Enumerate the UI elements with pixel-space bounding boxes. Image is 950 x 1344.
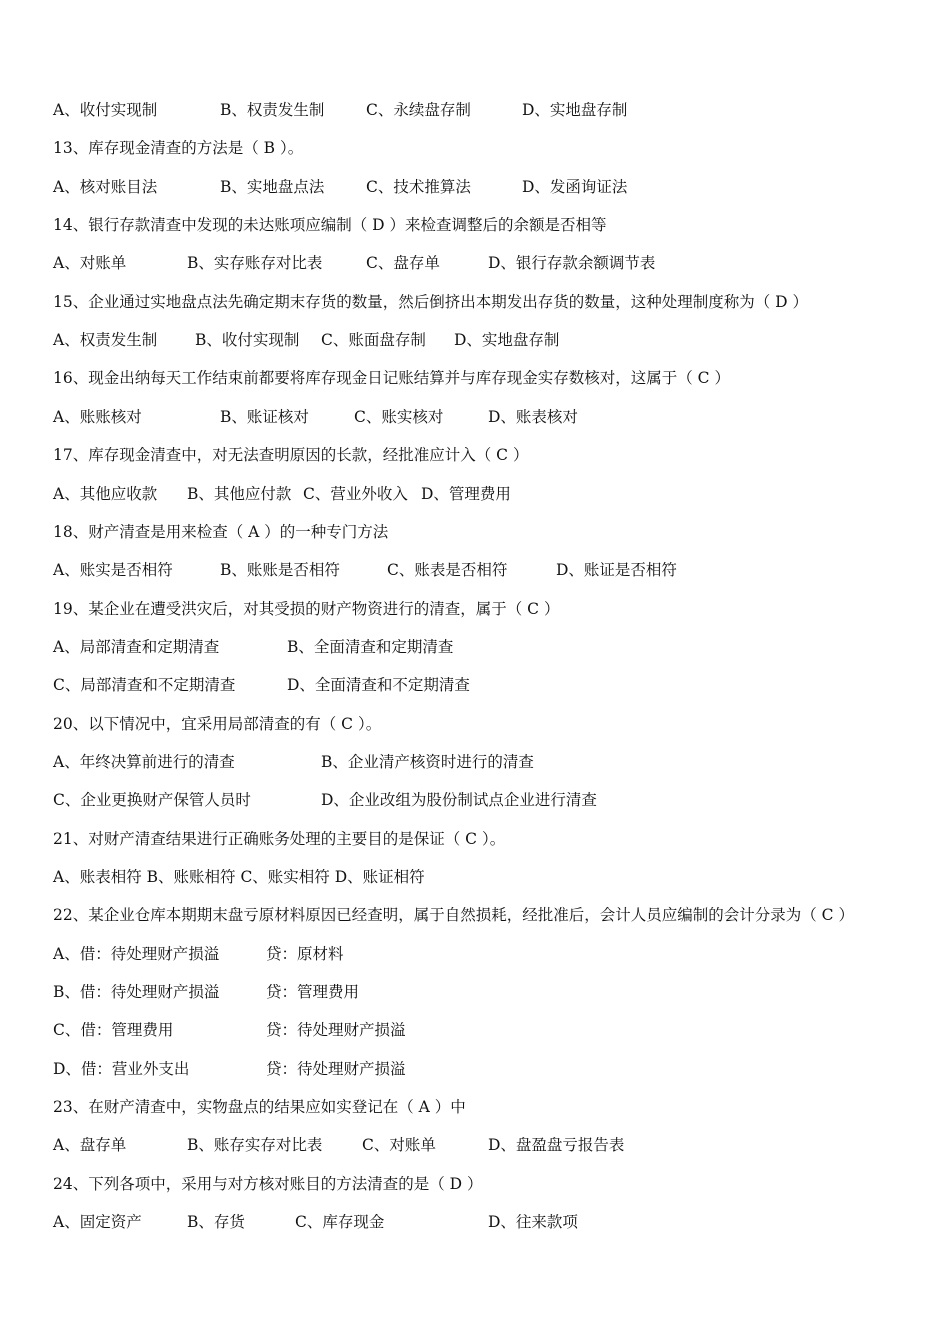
- option-text: A、借：待处理财产损溢: [53, 944, 220, 963]
- option-text: A、账账核对: [53, 407, 142, 426]
- question-text: A、账表相符 B、账账相符 C、账实相符 D、账证相符: [53, 868, 425, 886]
- option-text: C、营业外收入: [303, 484, 408, 503]
- option-text: C、盘存单: [366, 254, 440, 273]
- option-text: C、企业更换财产保管人员时: [53, 791, 251, 810]
- option-text: C、账面盘存制: [321, 331, 426, 350]
- options-line: [0, 1020, 950, 1058]
- options-line: [0, 982, 950, 1020]
- option-text: A、收付实现制: [53, 101, 158, 119]
- option-text: A、盘存单: [53, 1136, 127, 1155]
- question-line: [0, 292, 950, 330]
- option-text: A、核对账目法: [53, 177, 158, 196]
- option-text: B、收付实现制: [195, 331, 300, 350]
- option-text: D、盘盈盘亏报告表: [488, 1136, 625, 1155]
- option-text: A、固定资产: [53, 1213, 142, 1232]
- option-text: B、账证核对: [220, 407, 309, 426]
- options-line: [0, 253, 950, 291]
- question-text: 21、对财产清查结果进行正确账务处理的主要目的是保证（ C ）。: [53, 829, 506, 848]
- option-text: D、账表核对: [488, 407, 578, 426]
- question-line: [0, 138, 950, 176]
- question-text: 18、财产清查是用来检查（ A ）的一种专门方法: [53, 522, 389, 541]
- options-line: [0, 330, 950, 368]
- question-line: [0, 445, 950, 483]
- option-text: B、实存账存对比表: [187, 254, 323, 273]
- options-line: [0, 637, 950, 675]
- options-line: [0, 1135, 950, 1173]
- question-line: [0, 522, 950, 560]
- option-text: B、借：待处理财产损溢: [53, 983, 220, 1002]
- question-line: [0, 714, 950, 752]
- options-line: [0, 484, 950, 522]
- question-line: [0, 829, 950, 867]
- question-text: 17、库存现金清查中，对无法查明原因的长款，经批准应计入（ C ）: [53, 446, 529, 465]
- question-line: [0, 867, 950, 905]
- option-text: D、账证是否相符: [556, 561, 677, 580]
- question-line: [0, 1174, 950, 1212]
- question-text: 14、银行存款清查中发现的未达账项应编制（ D ）来检查调整后的余额是否相等: [53, 216, 607, 235]
- option-text: C、技术推算法: [366, 177, 471, 196]
- question-text: 16、现金出纳每天工作结束前都要将库存现金日记账结算并与库存现金实存数核对，这属于（ C ）: [53, 369, 730, 388]
- option-text: C、账表是否相符: [387, 561, 508, 580]
- option-text: D、全面清查和不定期清查: [287, 676, 470, 695]
- question-text: 20、以下情况中，宜采用局部清查的有（ C ）。: [53, 714, 382, 733]
- options-line: [0, 1059, 950, 1097]
- option-text: B、全面清查和定期清查: [287, 637, 454, 656]
- option-text: D、银行存款余额调节表: [488, 254, 656, 273]
- option-text: C、账实核对: [354, 407, 444, 426]
- option-text: 贷：待处理财产损溢: [266, 1021, 406, 1040]
- option-text: B、存货: [187, 1213, 245, 1232]
- question-line: [0, 1097, 950, 1135]
- options-line: [0, 1212, 950, 1250]
- option-text: C、对账单: [362, 1136, 436, 1155]
- option-text: C、永续盘存制: [366, 101, 471, 119]
- option-text: C、库存现金: [295, 1213, 385, 1232]
- option-text: C、借：管理费用: [53, 1021, 174, 1040]
- question-line: [0, 215, 950, 253]
- options-line: [0, 944, 950, 982]
- options-line: [0, 752, 950, 790]
- question-text: 23、在财产清查中，实物盘点的结果应如实登记在（ A ）中: [53, 1098, 466, 1117]
- options-line: [0, 177, 950, 215]
- option-text: B、企业清产核资时进行的清查: [321, 752, 534, 771]
- question-text: 15、企业通过实地盘点法先确定期末存货的数量，然后倒挤出本期发出存货的数量，这种处理制度称为（ D ）: [53, 292, 809, 311]
- option-text: D、发函询证法: [522, 177, 628, 196]
- option-text: 贷：原材料: [266, 944, 344, 963]
- options-line: [0, 790, 950, 828]
- question-text: 13、库存现金清查的方法是（ B ）。: [53, 139, 304, 158]
- question-line: [0, 599, 950, 637]
- option-text: A、账实是否相符: [53, 561, 173, 580]
- options-line: [0, 560, 950, 598]
- option-text: C、局部清查和不定期清查: [53, 676, 236, 695]
- option-text: D、借：营业外支出: [53, 1059, 190, 1078]
- question-text: 19、某企业在遭受洪灾后，对其受损的财产物资进行的清查，属于（ C ）: [53, 599, 560, 618]
- option-text: D、管理费用: [421, 484, 511, 503]
- option-text: B、其他应付款: [187, 484, 292, 503]
- option-text: B、实地盘点法: [220, 177, 325, 196]
- option-text: 贷：待处理财产损溢: [266, 1059, 406, 1078]
- options-line: [0, 675, 950, 713]
- option-text: 贷：管理费用: [266, 983, 360, 1002]
- option-text: D、往来款项: [488, 1213, 578, 1232]
- question-text: 22、某企业仓库本期期末盘亏原材料原因已经查明，属于自然损耗，经批准后，会计人员应编制的会计分录为（ C ）: [53, 906, 854, 925]
- option-text: A、其他应收款: [53, 484, 158, 503]
- option-text: B、账账是否相符: [220, 561, 340, 580]
- question-line: [0, 368, 950, 406]
- option-text: D、企业改组为股份制试点企业进行清查: [321, 791, 597, 810]
- options-line: [0, 407, 950, 445]
- option-text: A、年终决算前进行的清查: [53, 752, 235, 771]
- question-text: 24、下列各项中，采用与对方核对账目的方法清查的是（ D ）: [53, 1174, 483, 1193]
- option-text: B、账存实存对比表: [187, 1136, 323, 1155]
- question-line: [0, 905, 950, 943]
- option-text: D、实地盘存制: [454, 331, 560, 350]
- option-text: D、实地盘存制: [522, 101, 628, 119]
- option-text: A、权责发生制: [53, 331, 158, 350]
- option-text: B、权责发生制: [220, 101, 325, 119]
- options-line: [0, 100, 950, 138]
- option-text: A、局部清查和定期清查: [53, 637, 220, 656]
- option-text: A、对账单: [53, 254, 127, 273]
